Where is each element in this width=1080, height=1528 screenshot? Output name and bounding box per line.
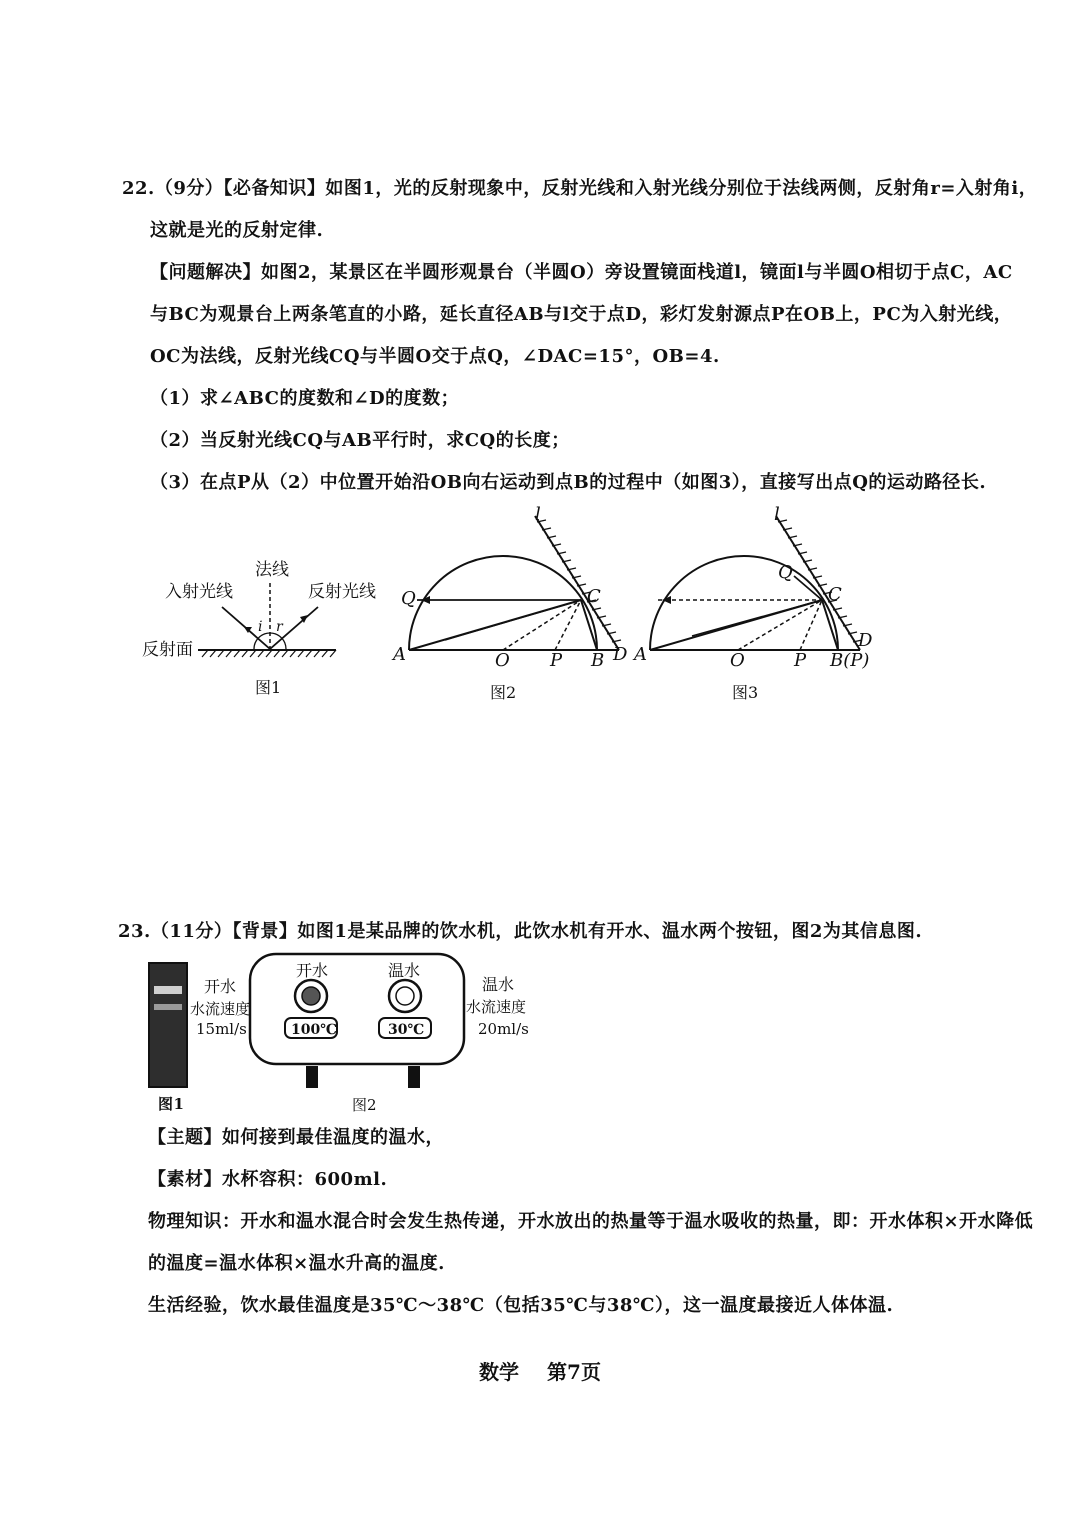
fig2-label-p: P [550,650,563,671]
hot-button-title: 开水 [296,961,329,980]
hot-water-speed-value: 15ml/s [196,1020,247,1038]
fig3-label-p: P [794,650,807,671]
fig2-label-o: O [495,650,510,671]
fig1-surface-hatch [202,650,336,657]
fig1-i-label: i [258,619,263,635]
figure-1-reflection [140,545,376,705]
fig3-label-o: O [730,650,745,671]
footer-page-number: 第7页 [547,1360,601,1384]
fig2-helper-ray [445,600,581,640]
q23-theme: 【主题】如何接到最佳温度的温水， [148,1127,444,1148]
fig1-r-label: r [276,619,283,635]
q22-part-2: （2）当反射光线CQ与AB平行时，求CQ的长度； [150,430,570,451]
q22-line-4: 与BC为观景台上两条笔直的小路，延长直径AB与l交于点D，彩灯发射源点P在OB上，PC为入射光线， [150,304,1013,325]
dispenser-panel-strip [154,986,182,994]
hot-button-core-icon [302,987,320,1005]
q22-line-5: OC为法线，反射光线CQ与半圆O交于点Q，∠DAC=15°，OB=4. [150,346,720,367]
q23-material: 【素材】水杯容积：600ml. [148,1169,388,1190]
warm-water-speed-value: 20ml/s [478,1020,529,1038]
fig3-label-l: l [774,504,780,525]
warm-button-title: 温水 [388,961,421,980]
fig3-label-c: C [828,584,842,605]
q23-physics-line-2: 的温度=温水体积×温水升高的温度. [148,1253,445,1274]
fig3-label-a: A [634,644,647,665]
figure-3-semicircle [632,500,882,710]
q22-line-1: 22.（9分）【必备知识】如图1，光的反射现象中，反射光线和入射光线分别位于法线两侧，反射角r=入射角i， [122,178,1038,199]
hot-spout [306,1066,318,1088]
dispenser-photo [148,962,188,1088]
fig3-normal-oc [738,600,822,650]
fig3-incident-pc [800,600,822,650]
q22-line-2: 这就是光的反射定律. [150,220,324,241]
q22-line-3: 【问题解决】如图2，某景区在半圆形观景台（半圆O）旁设置镜面栈道l，镜面l与半圆O相切于点C，AC [150,262,1013,283]
q23-life-experience: 生活经验，饮水最佳温度是35℃～38℃（包括35℃与38℃），这一温度最接近人体体温. [148,1295,894,1316]
dispenser-info-diagram [190,950,550,1120]
fig2-mirror-line-l [535,516,619,650]
dispenser-body-outline [250,954,464,1064]
fig3-helper-ray [692,600,822,636]
warm-water-side-label: 温水 [482,975,515,994]
fig2-label-q: Q [401,588,416,609]
fig1-caption: 图1 [255,678,282,697]
fig2-caption: 图2 [490,683,517,702]
fig3-label-q: Q [778,562,793,583]
warm-spout [408,1066,420,1088]
fig1-surface-label: 反射面 [142,640,193,660]
figure-2-semicircle [385,500,635,710]
dispenser-fig2-caption: 图2 [352,1096,377,1114]
fig3-label-bp: B(P) [830,650,870,671]
fig2-label-a: A [393,644,406,665]
hot-water-speed-label: 水流速度 [190,1000,251,1018]
q22-part-1: （1）求∠ABC的度数和∠D的度数； [150,388,460,409]
fig2-normal-oc [503,600,581,650]
q23-physics-line-1: 物理知识：开水和温水混合时会发生热传递，开水放出的热量等于温水吸收的热量，即：开水体积×开水降低 [148,1211,1034,1232]
fig2-label-d: D [613,644,628,665]
fig2-label-l: l [535,504,541,525]
q22-part-3: （3）在点P从（2）中位置开始沿OB向右运动到点B的过程中（如图3），直接写出点Q的运动路径长. [150,472,987,493]
warm-button-core-icon [396,987,414,1005]
dispenser-fig1-caption: 图1 [158,1095,185,1113]
dispenser-panel-strip-2 [154,1004,182,1010]
fig1-reflected-label: 反射光线 [308,582,376,602]
page-footer [0,1356,1080,1385]
warm-water-speed-label: 水流速度 [466,998,527,1016]
fig3-caption: 图3 [732,683,759,702]
hot-temp-value: 100℃ [291,1022,337,1038]
footer-subject: 数学 [479,1360,520,1384]
fig3-mirror-line-l [776,516,860,650]
fig3-label-d: D [858,630,873,651]
fig2-label-c: C [587,586,601,607]
warm-temp-value: 30℃ [388,1022,425,1038]
warm-button-icon [389,980,421,1012]
fig3-reflected-cq [794,576,822,600]
fig1-normal-label: 法线 [255,560,289,580]
hot-water-side-label: 开水 [204,977,237,996]
fig1-incident-label: 入射光线 [165,582,233,602]
fig2-label-b: B [591,650,605,671]
q23-line-1: 23.（11分）【背景】如图1是某品牌的饮水机，此饮水机有开水、温水两个按钮，图2为其信息图. [118,921,923,942]
